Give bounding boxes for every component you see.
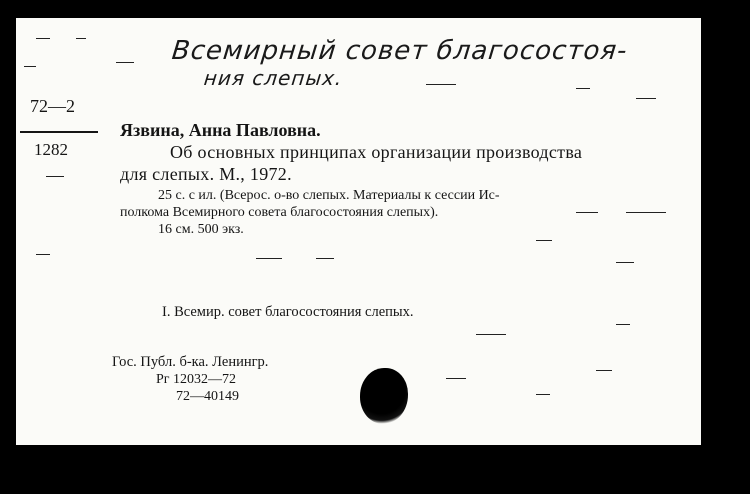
card-number: 72—40149 — [176, 389, 239, 404]
scan-speck — [446, 378, 466, 379]
shelfmark-bottom: 1282 — [34, 140, 68, 159]
shelfmark-top: 72—2 — [30, 96, 75, 116]
scan-speck — [116, 62, 134, 63]
scan-speck — [46, 176, 64, 177]
scan-speck — [426, 84, 456, 85]
scan-speck — [36, 254, 50, 255]
registration-number: Рг 12032—72 — [156, 372, 237, 387]
holding-library: Гос. Публ. б-ка. Ленингр. — [112, 354, 269, 370]
collation-line2: полкома Всемирного совета благосостояния слепых). — [120, 205, 439, 220]
handwritten-heading-line1: Всемирный совет благосостоя- — [170, 36, 630, 66]
scan-speck — [636, 98, 656, 99]
scan-speck — [616, 324, 630, 325]
scan-speck — [626, 212, 666, 213]
scan-speck — [536, 394, 550, 395]
scan-speck — [476, 334, 506, 335]
author-heading: Язвина, Анна Павловна. — [120, 120, 321, 140]
scan-speck — [576, 212, 598, 213]
scan-speck — [24, 66, 36, 67]
shelfmark-divider — [20, 131, 98, 133]
scan-speck — [316, 258, 334, 259]
scan-speck — [596, 370, 612, 371]
scan-speck — [536, 240, 552, 241]
title-line1: Об основных принципах организации производства — [170, 142, 583, 162]
subject-tracing: I. Всемир. совет благосостояния слепых. — [162, 304, 414, 320]
catalog-card — [16, 18, 701, 445]
size-and-run: 16 см. 500 экз. — [158, 222, 244, 237]
scan-speck — [76, 38, 86, 39]
scan-speck — [616, 262, 634, 263]
scan-speck — [256, 258, 282, 259]
scan-speck — [576, 88, 590, 89]
collation-line1: 25 с. с ил. (Всерос. о-во слепых. Материалы к сессии Ис- — [158, 188, 500, 203]
title-line2: для слепых. М., 1972. — [120, 164, 292, 184]
handwritten-heading-line2: ния слепых. — [202, 66, 344, 90]
ink-blot — [360, 368, 408, 424]
scan-speck — [36, 38, 50, 39]
